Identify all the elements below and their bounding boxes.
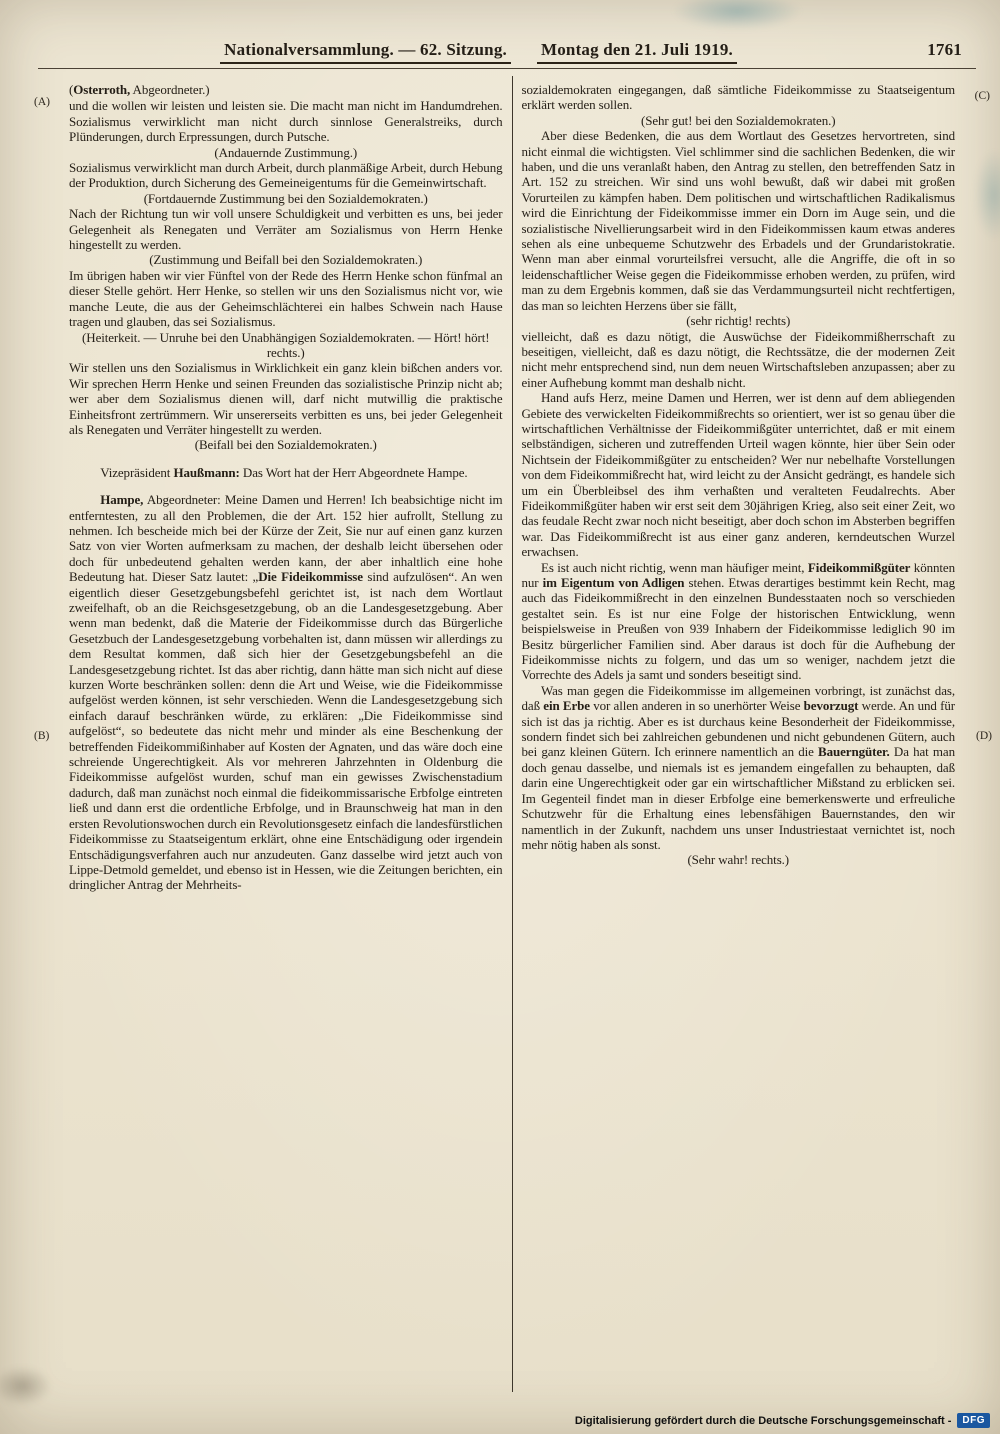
right-column [513, 82, 965, 1392]
stage-direction: (Zustimmung und Beifall bei den Sozialdemokraten.) [149, 252, 423, 268]
header-journal-title: Nationalversammlung. — 62. Sitzung. [220, 40, 511, 64]
header-rule [38, 68, 976, 69]
body-paragraph: Es ist auch nicht richtig, wenn man häufiger meint, Fideikommißgüter könnten nur im Eigentum von Adligen stehen. Etwas derartiges bestimmt kein Recht, mag auch das Fideikommißrecht in den einzelnen Bundesstaaten noch so verschieden gestaltet sein. Es ist nur eine Folge der historischen Entwicklung, wenn beispielsweise in Preußen von 939 Inhabern der Fideikommisse lediglich 90 im Besitz bürgerlicher Familien sind. Aber daraus ist doch für die Aufhebung der Fideikommisse nichts zu folgern, und das um so weniger, nachdem jetzt die Vorrechte des Adels ja samt und sonders beseitigt sind. [521, 559, 955, 683]
body-paragraph: Im übrigen haben wir vier Fünftel von der Rede des Herrn Henke schon fünfmal an dieser Stelle gehört. Herr Henke, so stellen wir uns den Sozialismus nicht vor, wie manche Leute, die aus der Geheimschlächterei ein halbes Schwein nach Hause tragen und glauben, das sei Sozialismus. [69, 267, 503, 330]
stage-direction: (Heiterkeit. — Unruhe bei den Unabhängigen Sozialdemokraten. — Hört! hört! rechts.) [82, 329, 490, 360]
body-paragraph: Hand aufs Herz, meine Damen und Herren, wer ist denn auf dem abliegenden Gebiete des verwickelten Fideikommißrechts so orientiert, wer ist so genau über die wirtschaftlichen Verhältnisse der Fideikommißgüter unterrichtet, daß er mit einem selbständigen, sicheren und zutreffenden Urteil wagen könnte, hier über Sein oder Nichtsein der Fideikommißgüter zu entscheiden? Wer nur nebelhafte Vorstellungen von dem Fideikommißrecht hat, wird leicht zu der Ansicht gedrängt, es handele sich um ein Überbleibsel des ihm verhaßten und veralteten Feudalrechts. Aber Fideikommißgüter haben wir erst seit dem 30jährigen Krieg, also seit einer Zeit, wo das feudale Recht zwar noch nicht beseitigt, aber doch schon im Absterben begriffen war. Das Fideikommißrecht ist aus einer ganz anderen, kerndeutschen Wurzel erwachsen. [521, 390, 955, 560]
stage-direction: (Sehr gut! bei den Sozialdemokraten.) [641, 112, 836, 128]
scan-smudge [0, 1366, 52, 1406]
body-paragraph: Aber diese Bedenken, die aus dem Wortlaut des Gesetzes hervortreten, sind nicht einmal die wichtigsten. Viel schlimmer sind die sachlichen Bedenken, die wir haben, und die uns veranlaßt haben, den Antrag zu stellen, den betreffenden Satz in Art. 152 zu streichen. Wir sind uns wohl bewußt, daß wir dabei mit großen Vorurteilen zu kämpfen haben. Dem politischen und wirtschaftlichen Radikalismus wird die Einrichtung der Fideikommisse immer ein Dorn im Auge sein, und die sozialistische Nivellierungsarbeit wird in den Fideikommissen kaum etwas anderes sehen als eine unbequeme Schutzwehr des Erbadels und der Grundaristokratie. Wenn man aber einmal vorurteilsfrei versucht, alle die Angriffe, die oft in so leidenschaftlicher Weise gegen die Fideikommisse erhoben werden, zu prüfen, wird man zu dem Ergebnis kommen, daß sie das Verdammungsurteil nicht rechtfertigen, das man so leichten Herzens über sie fällt, [521, 128, 955, 313]
digitization-credit: Digitalisierung gefördert durch die Deutsche Forschungsgemeinschaft - [574, 1414, 952, 1427]
page-number: 1761 [927, 40, 962, 59]
body-paragraph: Nach der Richtung tun wir voll unsere Schuldigkeit und verbitten es uns, bei jeder Gelegenheit als Renegaten und Verräter am Sozialismus von Herrn Henke hingestellt zu werden. [69, 206, 503, 253]
dfg-logo: DFG [957, 1413, 990, 1428]
margin-marker-b: (B) [34, 730, 50, 742]
margin-marker-c: (C) [974, 90, 990, 102]
stage-direction: (Beifall bei den Sozialdemokraten.) [194, 437, 377, 453]
header-date: Montag den 21. Juli 1919. [537, 40, 737, 64]
body-paragraph: sozialdemokraten eingegangen, daß sämtliche Fideikommisse zu Staatseigentum erklärt werden sollen. [521, 82, 955, 113]
stage-direction: (Fortdauernde Zustimmung bei den Sozialdemokraten.) [143, 190, 428, 206]
body-paragraph: Wir stellen uns den Sozialismus in Wirklichkeit ein ganz klein bißchen anders vor. Wir sprechen Herrn Henke und seinen Freunden das sozialistische Prinzip nicht ab; wer aber dem Sozialismus dienen will, darf nicht mutwillig die praktische Einheitsfront zertrümmern. Wir unsererseits verbitten es uns, bei jeder Gelegenheit als Renegaten und Verräter hingestellt zu werden. [69, 360, 503, 437]
stage-direction: (Andauernde Zustimmung.) [214, 144, 358, 160]
stage-direction: (Sehr wahr! rechts.) [687, 852, 790, 868]
scan-smudge [672, 0, 802, 30]
body-paragraph: und die wollen wir leisten und leisten sie. Die macht man nicht im Handumdrehen. Sozialismus verwirklicht man nicht durch sinnlose Generalstreiks, durch Plünderungen, durch Erpressungen, durch Putsche. [69, 98, 503, 145]
body-paragraph: vielleicht, daß es dazu nötigt, die Auswüchse der Fideikommißherrschaft zu beseitigen, vielleicht, daß es dazu nötigt, die Rechtssätze, die der modernen Zeit nicht mehr entsprechend sind, nun dem neuen Wirtschaftsleben anzupassen; aber zu einer Aufhebung kommt man deshalb nicht. [521, 328, 955, 390]
page-header [60, 40, 962, 64]
digitization-footer [575, 1413, 990, 1428]
body-paragraph: Sozialismus verwirklicht man durch Arbeit, durch planmäßige Arbeit, durch Hebung der Produktion, durch Sicherung des Gemeineigentums für die Gemeinwirtschaft. [69, 160, 503, 191]
margin-marker-d: (D) [976, 730, 992, 742]
body-paragraph: Was man gegen die Fideikommisse im allgemeinen vorbringt, ist zunächst das, daß ein Erbe vor allen anderen in so unerhörter Weise bevorzugt werde. An und für sich ist das ja richtig. Aber es ist durchaus keine Besonderheit der Fideikommisse, sondern findet sich bei zahlreichen gebundenen und nicht gebundenen Gütern, auch bei ganz kleinen Gütern. Ich erinnere namentlich an die Bauerngüter. Da hat man doch genau dasselbe, und niemals ist es jemandem eingefallen zu behaupten, daß darin eine Ungerechtigkeit oder gar ein wirtschaftlicher Mißstand zu erblicken sei. Im Gegenteil findet man in dieser Erbfolge eine bemerkenswerte und erfreuliche Schutzwehr für die Erhaltung eines lebensfähigen Bauernstandes, den wir namentlich in der Zukunft, nachdem uns unser Industriestaat vernichtet ist, noch mehr nötig haben als sonst. [521, 682, 955, 852]
scan-smudge [974, 150, 1000, 240]
stage-direction: (sehr richtig! rechts) [686, 313, 791, 329]
left-column [60, 82, 512, 1392]
speaker-note: (Osterroth, Abgeordneter.) [69, 82, 210, 97]
page-content [60, 82, 964, 1392]
speaker-paragraph: Vizepräsident Haußmann: Das Wort hat der Herr Abgeordnete Hampe. [100, 464, 468, 480]
speaker-paragraph: Hampe, Abgeordneter: Meine Damen und Herren! Ich beabsichtige nicht im entferntesten, zu all den Problemen, die der Art. 152 hier aufrollt, Stellung zu nehmen. Ich bescheide mich bei der Kürze der Zeit, Sie nur auf einen ganz kurzen Satz von vier Worten aufmerksam zu machen, der deshalb leicht übersehen oder doch für unbedeutend gehalten werden kann, der aber inhaltlich eine hohe Bedeutung hat. Dieser Satz lautet: „Die Fideikommisse sind aufzulösen“. An wen eigentlich dieser Gesetzgebungsbefehl gerichtet ist, ist nach dem Wortlaut zweifelhaft, ob an die Reichsgesetzgebung, ob an die Landesgesetzgebung. Aber wenn man bedenkt, daß die Materie der Fideikommisse durch das Bürgerliche Gesetzbuch der Landesgesetzgebung vorbehalten ist, dann müssen wir allerdings zu dem Resultat kommen, daß sich hier der Gesetzgebungsbefehl an die Landesgesetzgebung richtet. Ist das aber richtig, dann hätte man sich nicht auf diese kurzen Worte beschränken sollen: denn die Art und Weise, wie die Fideikommisse aufgelöst werden können, ist sehr verschieden. Wenn die Landesgesetzgebung sich einfach darauf beschränken würde, zu erklären: „Die Fideikommisse sind aufgelöst“, so bedeutete das nicht mehr und minder als eine Beschenkung der betreffenden Fideikommißinhaber auf Kosten der Agnaten, und das wäre doch eine schreiende Ungerechtigkeit. Als vor mehreren Jahrzehnten in Oldenburg die Fideikommisse aufgelöst wurden, schuf man ein gewisses Zwischenstadium dadurch, daß man zunächst noch einmal die fideikommissarische Erbfolge eintreten ließ und dann erst die ordentliche Erbfolge, und in Braunschweig hat man in den ersten Revolutionswochen durch ein Revolutionsgesetz einfach die landesfürstlichen Fideikommisse zu Staatseigentum erklärt, ohne eine Entschädigung oder irgendein Entschädigungsverfahren auch nur anzudeuten. Ganz dasselbe wird jetzt auch von Lippe-Detmold gemeldet, und ebenso ist in Hessen, wie die Zeitungen berichten, ein dringlicher Antrag der Mehrheits- [69, 492, 503, 893]
margin-marker-a: (A) [34, 96, 50, 108]
